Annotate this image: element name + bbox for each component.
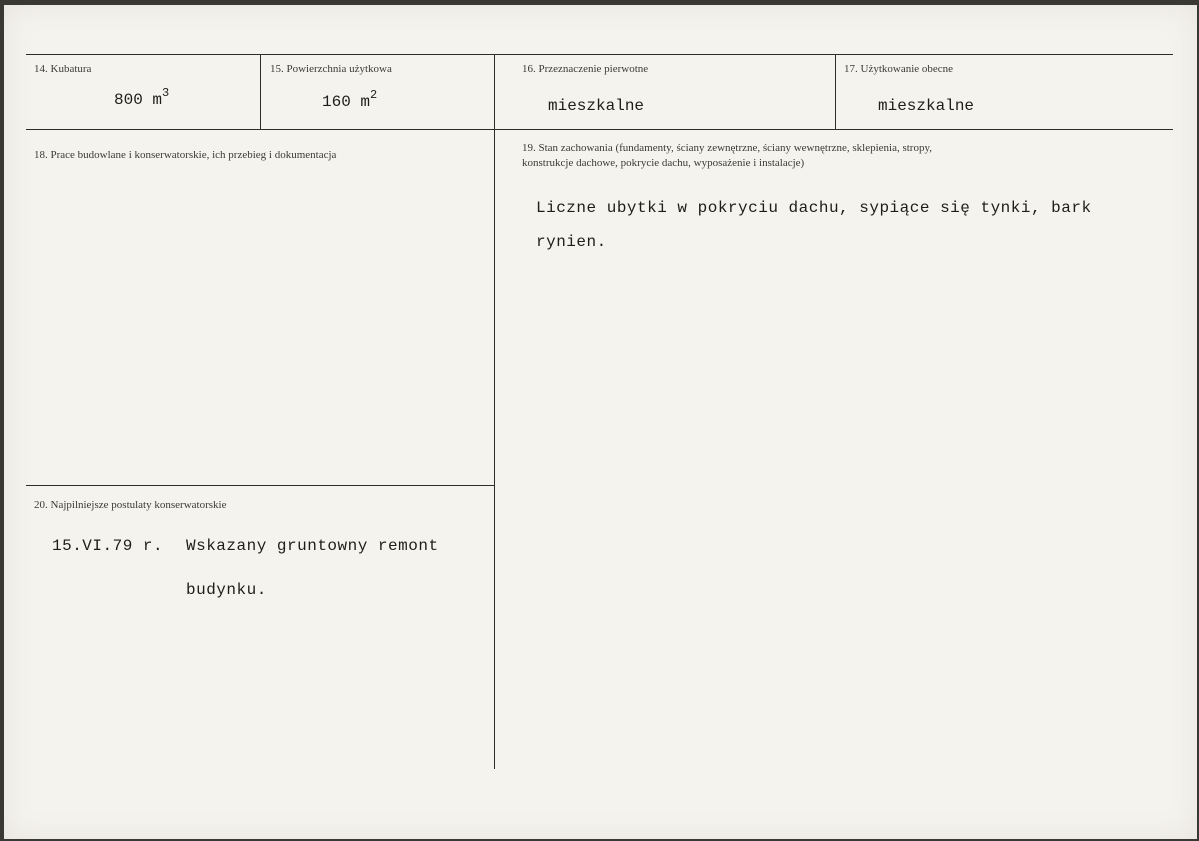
postulaty-label: 20. Najpilniejsze postulaty konserwatorskie xyxy=(34,499,227,511)
stan-zachowania-label-line1: 19. Stan zachowania (fundamenty, ściany zewnętrzne, ściany wewnętrzne, sklepienia, stropy, xyxy=(522,142,933,154)
uzytkowanie-value: mieszkalne xyxy=(878,97,975,115)
kubatura-number: 800 m xyxy=(114,91,163,109)
kubatura-value xyxy=(114,86,170,109)
przeznaczenie-value: mieszkalne xyxy=(548,97,645,115)
postulaty-text-line1: Wskazany gruntowny remont xyxy=(186,537,439,555)
powierzchnia-unit-exponent: 2 xyxy=(370,88,378,102)
postulaty-date: 15.VI.79 r. xyxy=(52,537,164,555)
kubatura-unit-exponent: 3 xyxy=(162,86,170,100)
stan-zachowania-text-line1: Liczne ubytki w pokryciu dachu, sypiące się tynki, bark xyxy=(536,199,1092,217)
przeznaczenie-label: 16. Przeznaczenie pierwotne xyxy=(522,63,649,75)
col-divider-3 xyxy=(835,54,836,129)
uzytkowanie-label: 17. Użytkowanie obecne xyxy=(844,63,954,75)
top-rule xyxy=(26,54,1173,55)
row-divider-1 xyxy=(26,129,1173,130)
inventory-card xyxy=(4,5,1197,839)
powierzchnia-label: 15. Powierzchnia użytkowa xyxy=(270,63,392,75)
powierzchnia-value xyxy=(322,88,378,111)
col-divider-2 xyxy=(494,54,495,769)
col-divider-1 xyxy=(260,54,261,129)
stan-zachowania-text-line2: rynien. xyxy=(536,233,607,251)
stan-zachowania-label-line2: konstrukcje dachowe, pokrycie dachu, wyposażenie i instalacje) xyxy=(522,157,805,169)
kubatura-label: 14. Kubatura xyxy=(34,63,92,75)
row-divider-2 xyxy=(26,485,494,486)
powierzchnia-number: 160 m xyxy=(322,93,371,111)
postulaty-text-line2: budynku. xyxy=(186,581,267,599)
prace-budowlane-label: 18. Prace budowlane i konserwatorskie, ich przebieg i dokumentacja xyxy=(34,149,337,161)
